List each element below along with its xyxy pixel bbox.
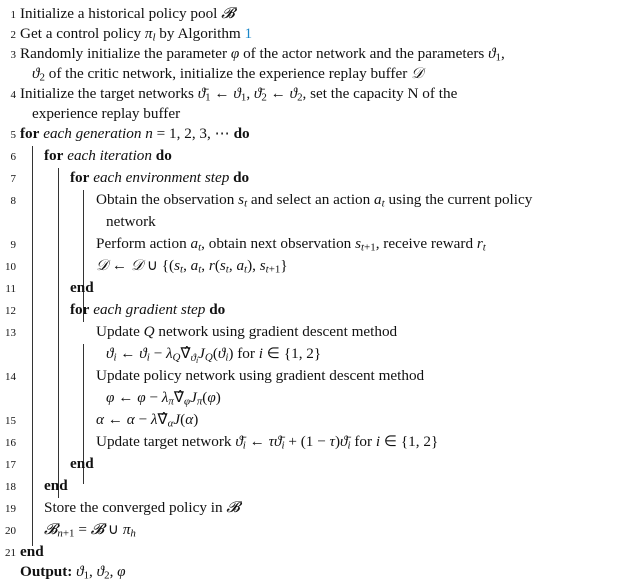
line-text: $ϑ_i$ ← $ϑ_i$ − $\lambda_Q\nablâ_{ϑ_i}J_Q(ϑ_i)$ for i ∈ {1, 2} xyxy=(106,345,322,365)
algorithm-line xyxy=(0,476,620,496)
algorithm-line xyxy=(0,4,620,24)
algorithm-line xyxy=(0,84,620,104)
algorithm-line xyxy=(0,278,620,298)
line-number: 18 xyxy=(5,481,16,493)
algorithm-line xyxy=(0,146,620,166)
line-number: 9 xyxy=(10,239,16,251)
line-number: 16 xyxy=(5,437,16,449)
algorithm-line xyxy=(0,410,620,430)
line-number: 20 xyxy=(5,525,16,537)
line-text: Randomly initialize the parameter φ of the actor network and the parameters $ϑ_1$, xyxy=(20,45,505,64)
algorithm-line xyxy=(0,300,620,320)
algorithm-line xyxy=(0,542,620,562)
line-text: network xyxy=(106,213,156,230)
line-number: 19 xyxy=(5,503,16,515)
line-number: 12 xyxy=(5,305,16,317)
algorithm-line xyxy=(0,44,620,64)
line-text: Perform action $a_t$, obtain next observation $s_{t+1}$, receive reward $r_t$ xyxy=(96,235,486,254)
algorithm-line xyxy=(0,562,620,582)
line-text: for each environment step do xyxy=(70,169,250,186)
line-text: for each gradient step do xyxy=(70,301,226,318)
line-number: 11 xyxy=(5,283,16,295)
line-number: 8 xyxy=(10,195,16,207)
algorithm-line xyxy=(0,190,620,210)
line-text: end xyxy=(20,543,44,560)
line-number: 10 xyxy=(5,261,16,273)
algorithm-line xyxy=(0,432,620,452)
line-number: 14 xyxy=(5,371,16,383)
algorithm-line xyxy=(0,124,620,144)
algorithm-line xyxy=(0,498,620,518)
line-number: 7 xyxy=(10,173,16,185)
algorithm-line xyxy=(0,104,620,124)
algorithm-line xyxy=(0,64,620,84)
algorithm-line xyxy=(0,234,620,254)
algorithm-line xyxy=(0,520,620,540)
line-number: 15 xyxy=(5,415,16,427)
line-text: φ ← $\varphi - \lambda_\pi\nablâ_\varphi J_\pi(\varphi)$ xyxy=(106,389,221,408)
line-number: 6 xyxy=(10,151,16,163)
algorithm-line xyxy=(0,322,620,342)
line-text: Initialize a historical policy pool 𝓑 xyxy=(20,5,235,22)
line-text: experience replay buffer xyxy=(32,105,181,122)
line-number: 2 xyxy=(10,29,16,41)
algorithm-line xyxy=(0,168,620,188)
line-text: Initialize the target networks $ϑ̄_1$ ← $ϑ_1$, $ϑ̄_2$ ← $ϑ_2$, set the capacity N of the xyxy=(20,85,458,104)
algorithm-line xyxy=(0,256,620,276)
line-text: Update target network $ϑ̄_i$ ← $\tau ϑ̄_i + (1$ − $\tau)ϑ̄_i$ for i ∈ {1, 2} xyxy=(96,433,439,452)
line-number: 13 xyxy=(5,327,16,339)
algorithm-line xyxy=(0,24,620,44)
line-text: end xyxy=(70,279,94,296)
line-text: Output: $ϑ_1$, $ϑ_2$, φ xyxy=(20,563,126,582)
line-number: 21 xyxy=(5,547,16,559)
line-text: end xyxy=(44,477,68,494)
line-number: 1 xyxy=(10,9,16,21)
line-number: 17 xyxy=(5,459,16,471)
line-number: 4 xyxy=(10,89,16,101)
line-number: 3 xyxy=(10,49,16,61)
algorithm-line xyxy=(0,454,620,474)
line-text: end xyxy=(70,455,94,472)
line-text: Store the converged policy in 𝓑 xyxy=(44,499,240,516)
algorithm-line xyxy=(0,366,620,386)
algorithm-line xyxy=(0,344,620,364)
line-text: for each generation n = 1, 2, 3, ⋯ do xyxy=(20,125,250,142)
line-text: Update Q network using gradient descent method xyxy=(96,323,398,340)
algorithm-line xyxy=(0,212,620,232)
line-text: Obtain the observation $s_t$ and select an action $a_t$ using the current policy xyxy=(96,191,533,210)
line-text: for each iteration do xyxy=(44,147,172,164)
line-text: Get a control policy $\pi_l$ by Algorithm 1 xyxy=(20,25,253,44)
line-text: 𝒟 ← 𝒟 ∪ {($s_t$, $a_t$, $r(s_t$, $a_t$), $s_{t+1}$} xyxy=(96,257,288,276)
line-number: 5 xyxy=(10,129,16,141)
line-text: 𝓑$_{n+1}$ = 𝓑 ∪ $\pi_h$ xyxy=(44,521,136,540)
line-text: α ← $\alpha - \lambda\nablâ_\alpha J(\alpha)$ xyxy=(96,411,199,430)
line-text: $ϑ_2$ of the critic network, initialize the experience replay buffer 𝒟 xyxy=(32,65,424,84)
line-text: Update policy network using gradient descent method xyxy=(96,367,425,384)
algorithm-line xyxy=(0,388,620,408)
